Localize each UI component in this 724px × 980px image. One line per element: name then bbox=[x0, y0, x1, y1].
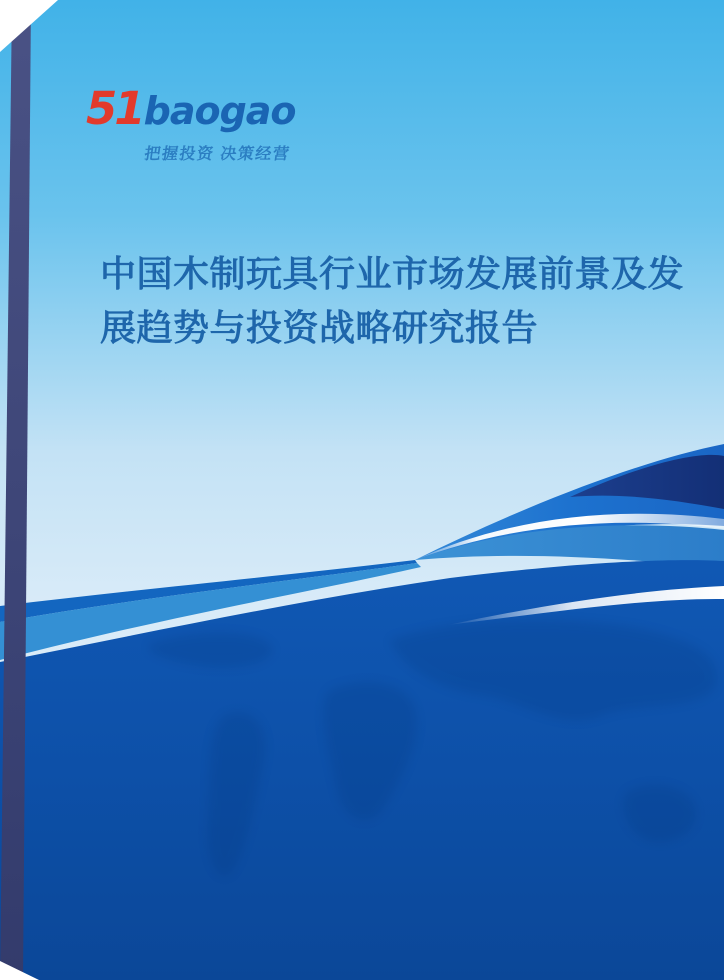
report-title-line1: 中国木制玩具行业市场发展前景及发 bbox=[100, 254, 685, 295]
report-title bbox=[100, 248, 700, 356]
brand-tagline: 把握投资 决策经营 bbox=[143, 146, 292, 163]
brand-logo-prefix: 51 bbox=[86, 82, 143, 135]
brand-logo-suffix: baogao bbox=[143, 89, 296, 133]
report-title-line2: 展趋势与投资战略研究报告 bbox=[100, 308, 539, 349]
brand-logo bbox=[86, 82, 296, 135]
